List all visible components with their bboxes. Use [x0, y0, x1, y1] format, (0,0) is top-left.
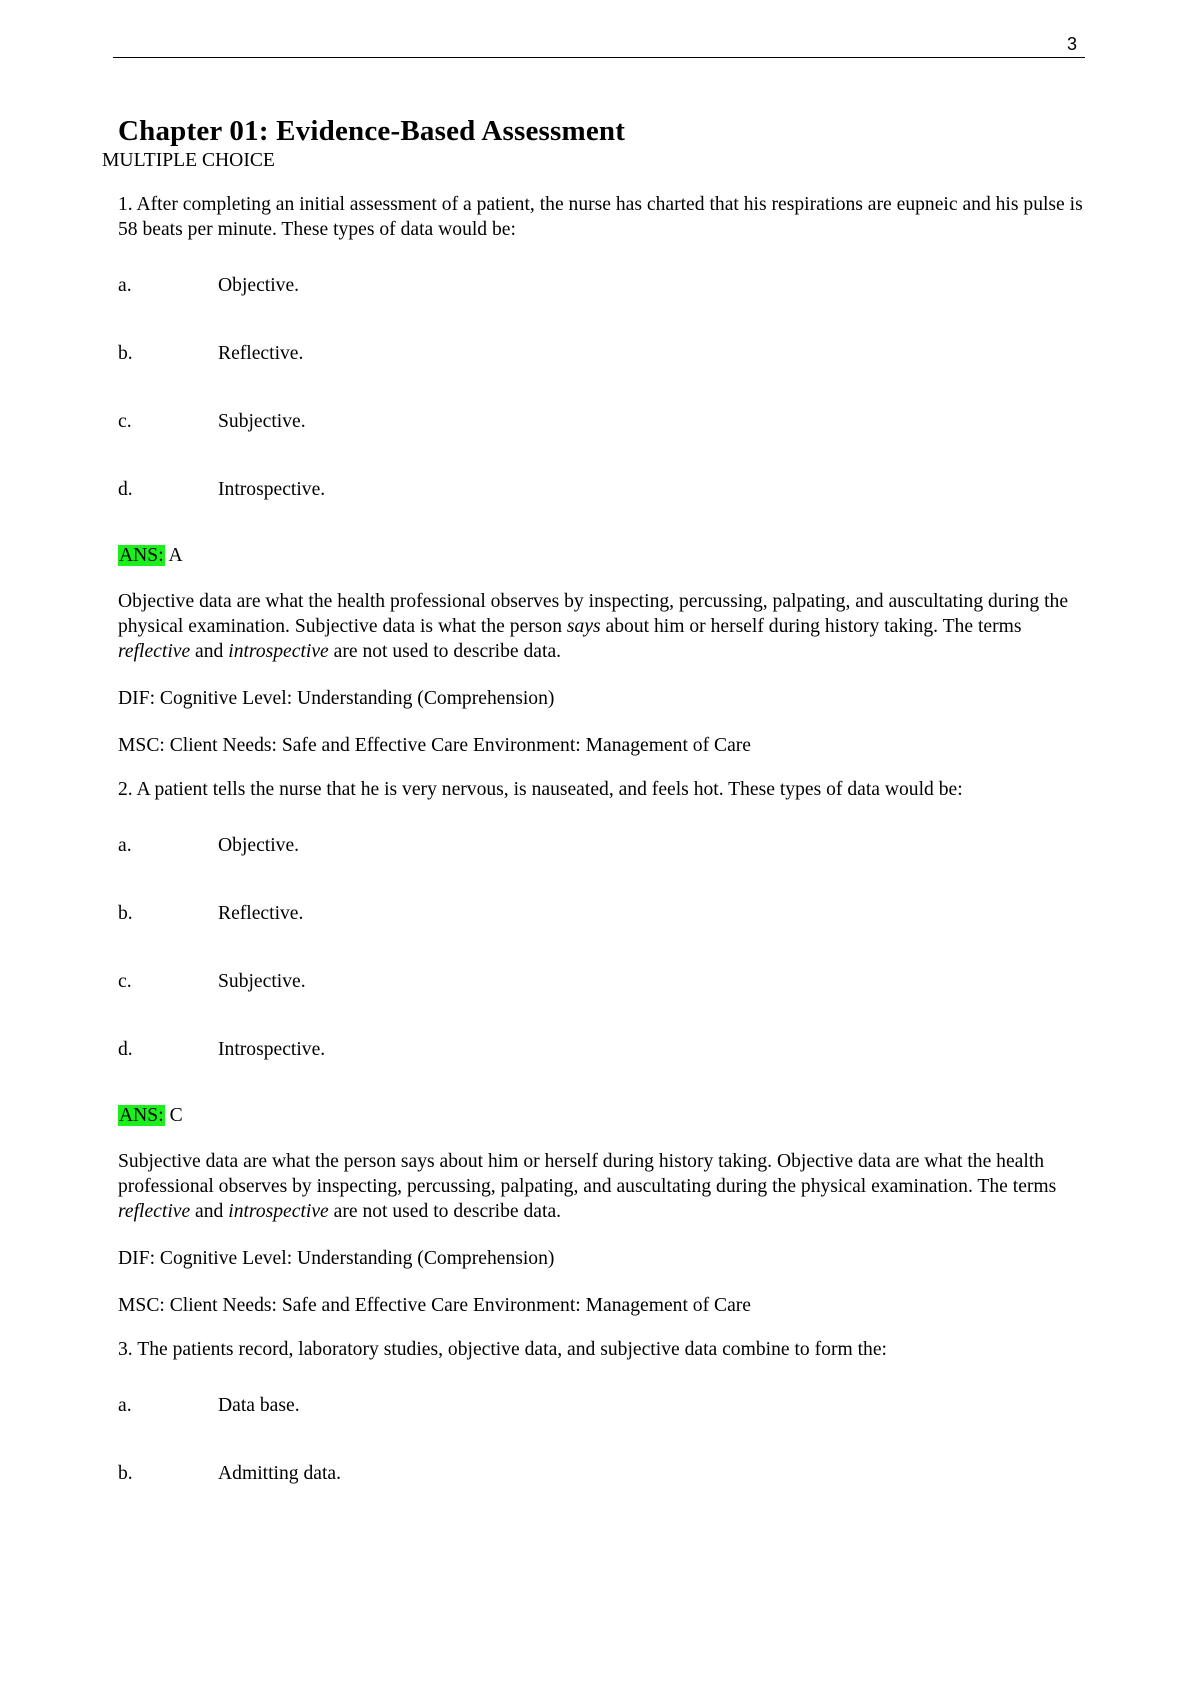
answer-value: A	[168, 545, 183, 566]
option-letter: a.	[118, 835, 132, 856]
rationale-text: Subjective data are what the person says about him or herself during history taking. Objective data are what the health professional observes by inspecting, percussing, palpating, and auscultating during the physical examination. The terms	[118, 1151, 1057, 1197]
option-item	[118, 821, 1090, 889]
option-letter: b.	[118, 1463, 133, 1484]
client-needs-line: MSC: Client Needs: Safe and Effective Care Environment: Management of Care	[118, 735, 751, 756]
rationale	[118, 589, 1090, 664]
option-letter: d.	[118, 1039, 133, 1060]
option-text: Reflective.	[218, 343, 304, 364]
answer-highlight: ANS:	[119, 545, 164, 566]
section-label: MULTIPLE CHOICE	[102, 150, 275, 171]
rationale-text: Objective data are what the health professional observes by inspecting, percussing, palpating, and auscultating during the physical examination. Subjective data is what the person	[118, 591, 1069, 637]
chapter-title: Chapter 01: Evidence-Based Assessment	[118, 115, 626, 147]
option-letter: a.	[118, 1395, 132, 1416]
page-number: 3	[1066, 34, 1077, 54]
option-list	[118, 1381, 1090, 1517]
option-text: Objective.	[218, 275, 300, 296]
answer-line	[118, 1103, 1090, 1128]
rationale-emphasis: introspective	[228, 641, 329, 662]
difficulty-line: DIF: Cognitive Level: Understanding (Comprehension)	[118, 688, 555, 709]
page-content	[102, 114, 1090, 1517]
option-item	[118, 957, 1090, 1025]
option-text: Introspective.	[218, 1039, 326, 1060]
question-stem: 1. After completing an initial assessment of a patient, the nurse has charted that his respirations are eupneic and his pulse is 58 beats per minute. These types of data would be:	[118, 194, 1083, 240]
rationale-text: about him or herself during history taking. The terms	[600, 616, 1022, 637]
question-block	[118, 192, 1090, 758]
option-list	[118, 261, 1090, 533]
question-stem: 3. The patients record, laboratory studies, objective data, and subjective data combine to form the:	[118, 1339, 887, 1360]
option-letter: b.	[118, 343, 133, 364]
option-text: Data base.	[218, 1395, 300, 1416]
option-text: Objective.	[218, 835, 300, 856]
option-item	[118, 889, 1090, 957]
option-item	[118, 1381, 1090, 1449]
option-letter: d.	[118, 479, 133, 500]
rationale-text: and	[190, 1201, 229, 1222]
option-text: Admitting data.	[218, 1463, 341, 1484]
option-item	[118, 1025, 1090, 1093]
rationale	[118, 1149, 1090, 1224]
option-text: Reflective.	[218, 903, 304, 924]
option-item	[118, 465, 1090, 533]
option-text: Subjective.	[218, 971, 306, 992]
question-block	[118, 1337, 1090, 1517]
page-header	[113, 30, 1085, 58]
option-item	[118, 397, 1090, 465]
option-item	[118, 261, 1090, 329]
rationale-emphasis: introspective	[228, 1201, 329, 1222]
option-letter: b.	[118, 903, 133, 924]
question-block	[118, 777, 1090, 1318]
answer-line	[118, 543, 1090, 568]
client-needs-line: MSC: Client Needs: Safe and Effective Care Environment: Management of Care	[118, 1295, 751, 1316]
option-letter: c.	[118, 971, 132, 992]
option-item	[118, 1449, 1090, 1517]
option-letter: a.	[118, 275, 132, 296]
option-item	[118, 329, 1090, 397]
option-letter: c.	[118, 411, 132, 432]
option-text: Subjective.	[218, 411, 306, 432]
answer-highlight: ANS:	[119, 1105, 164, 1126]
answer-value: C	[169, 1105, 183, 1126]
option-text: Introspective.	[218, 479, 326, 500]
difficulty-line: DIF: Cognitive Level: Understanding (Comprehension)	[118, 1248, 555, 1269]
rationale-emphasis: reflective	[118, 1201, 191, 1222]
option-list	[118, 821, 1090, 1093]
rationale-text: and	[190, 641, 229, 662]
rationale-text: are not used to describe data.	[328, 1201, 562, 1222]
rationale-text: are not used to describe data.	[328, 641, 562, 662]
rationale-emphasis: says	[566, 616, 601, 637]
question-stem: 2. A patient tells the nurse that he is very nervous, is nauseated, and feels hot. These types of data would be:	[118, 779, 963, 800]
rationale-emphasis: reflective	[118, 641, 191, 662]
